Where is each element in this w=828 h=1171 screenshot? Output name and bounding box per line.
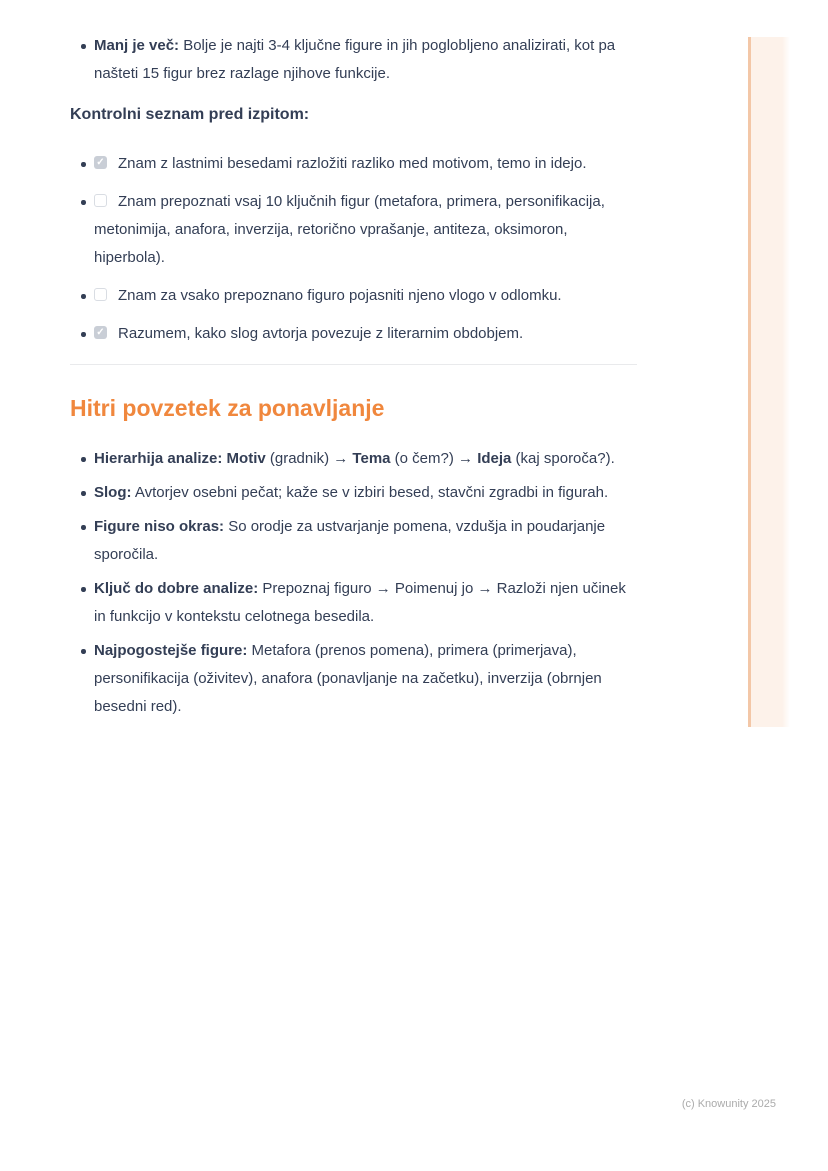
checklist-item bbox=[70, 320, 637, 348]
checklist-item bbox=[70, 150, 637, 178]
section-divider bbox=[70, 364, 637, 365]
text-segment: (gradnik) → bbox=[265, 450, 353, 467]
content-area bbox=[70, 32, 637, 727]
bold-text-segment: Ideja bbox=[477, 450, 512, 467]
list-item bbox=[70, 479, 637, 507]
checkbox-checked-icon bbox=[94, 156, 107, 169]
text-segment: So orodje za ustvarjanje pomena, vzdušja in poudarjanje sporočila. bbox=[94, 518, 606, 563]
checklist-item-text: Znam za vsako prepoznano figuro pojasniti njeno vlogo v odlomku. bbox=[118, 287, 562, 304]
checkbox-checked-icon bbox=[94, 326, 107, 339]
list-item bbox=[70, 445, 637, 473]
checkbox-unchecked-icon bbox=[94, 288, 107, 301]
bold-text-segment: Najpogostejše figure: bbox=[94, 642, 248, 659]
bold-text-segment: Manj je več: bbox=[94, 37, 180, 54]
text-segment: Bolje je najti 3-4 ključne figure in jih poglobljeno analizirati, kot pa našteti 15 figur brez razlage njihove funkcije. bbox=[94, 37, 616, 82]
bold-text-segment: Figure niso okras: bbox=[94, 518, 225, 535]
bold-text-segment: Slog: bbox=[94, 484, 132, 501]
checklist-item-text: Razumem, kako slog avtorja povezuje z literarnim obdobjem. bbox=[118, 325, 524, 342]
text-segment: Avtorjev osebni pečat; kaže se v izbiri besed, stavčni zgradbi in figurah. bbox=[131, 484, 609, 501]
checklist-item-text: Znam z lastnimi besedami razložiti razliko med motivom, temo in idejo. bbox=[118, 155, 587, 172]
summary-list bbox=[70, 445, 637, 721]
list-item bbox=[70, 32, 637, 88]
bold-text-segment: Tema bbox=[352, 450, 391, 467]
text-segment: (kaj sporoča?). bbox=[511, 450, 615, 467]
list-item bbox=[70, 637, 637, 721]
checklist-item-text: Znam prepoznati vsaj 10 ključnih figur (metafora, primera, personifikacija, metonimija, anafora, inverzija, retorično vprašanje, antiteza, oksimoron, hiperbola). bbox=[94, 193, 605, 266]
checklist-heading: Kontrolni seznam pred izpitom: bbox=[70, 106, 310, 123]
checklist-item bbox=[70, 282, 637, 310]
page-edge-decoration bbox=[748, 37, 790, 727]
text-segment: (o čem?) → bbox=[390, 450, 478, 467]
text-segment: Metafora (prenos pomena), primera (primerjava), personifikacija (oživitev), anafora (ponavljanje na začetku), inverzija (obrnjen besedni red). bbox=[94, 642, 602, 715]
list-item bbox=[70, 513, 637, 569]
intro-list bbox=[70, 32, 637, 88]
bold-text-segment: Hierarhija analize: Motiv bbox=[94, 450, 266, 467]
bold-text-segment: Ključ do dobre analize: bbox=[94, 580, 259, 597]
list-item bbox=[70, 575, 637, 631]
checkbox-unchecked-icon bbox=[94, 194, 107, 207]
summary-heading: Hitri povzetek za ponavljanje bbox=[70, 395, 385, 421]
checklist-item bbox=[70, 188, 637, 272]
text-segment: Prepoznaj figuro → Poimenuj jo → Razloži njen učinek in funkcijo v kontekstu celotnega besedila. bbox=[94, 580, 626, 625]
copyright-footer: (c) Knowunity 2025 bbox=[681, 1098, 776, 1110]
checklist bbox=[70, 150, 637, 348]
